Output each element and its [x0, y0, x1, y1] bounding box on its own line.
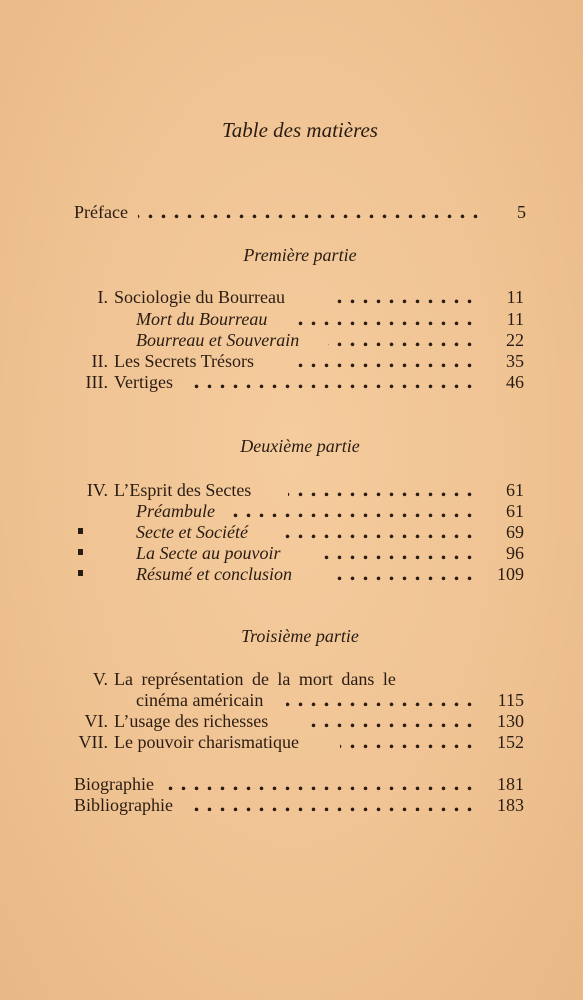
- toc-entry-chapter-2: [91, 350, 524, 372]
- toc-entry-preface: [74, 201, 526, 223]
- toc-entry-page: 35: [506, 351, 524, 371]
- toc-entry-label: Mort du Bourreau: [136, 309, 268, 329]
- dot-leader: [166, 773, 476, 795]
- page-title: Table des matières: [222, 118, 378, 142]
- toc-entry-page: 115: [497, 690, 524, 710]
- toc-entry-page: 61: [506, 480, 524, 500]
- toc-entry-page: 152: [497, 732, 524, 752]
- dot-leader: [284, 521, 476, 543]
- toc-entry-label: La représentation de la mort dans le: [114, 669, 396, 689]
- toc-entry-chapter-1b: [136, 329, 524, 351]
- section-heading-part3: Troisième partie: [241, 626, 359, 646]
- dot-leader: [340, 731, 476, 753]
- toc-entry-label: Vertiges: [114, 372, 173, 392]
- toc-entry-page: 46: [506, 372, 524, 392]
- toc-entry-page: 130: [497, 711, 524, 731]
- chapter-number: I.: [97, 287, 108, 307]
- toc-entry-page: 61: [506, 501, 524, 521]
- dot-leader: [304, 710, 476, 732]
- toc-entry-page: 69: [506, 522, 524, 542]
- dot-leader: [192, 794, 476, 816]
- toc-entry-label: cinéma américain: [136, 690, 264, 710]
- toc-entry-label: Les Secrets Trésors: [114, 351, 254, 371]
- dot-leader: [286, 689, 476, 711]
- toc-entry-chapter-4a: [136, 500, 524, 522]
- toc-entry-chapter-4: [86, 479, 524, 501]
- toc-entry-label: Résumé et conclusion: [136, 564, 292, 584]
- toc-entry-label: Bourreau et Souverain: [136, 330, 300, 350]
- toc-entry-label: L’Esprit des Sectes: [114, 480, 252, 500]
- toc-entry-label: L’usage des richesses: [114, 711, 269, 731]
- dot-leader: [334, 286, 476, 308]
- section-heading-part1: Première partie: [243, 245, 357, 265]
- dot-leader: [322, 542, 476, 564]
- toc-entry-label: Bibliographie: [74, 795, 173, 815]
- chapter-number: VI.: [84, 711, 108, 731]
- chapter-number: II.: [91, 351, 108, 371]
- dot-leader: [194, 371, 476, 393]
- margin-mark: [78, 528, 83, 534]
- toc-entry-chapter-5-line2: [136, 689, 524, 711]
- dot-leader: [328, 329, 476, 351]
- toc-entry-label: Secte et Société: [136, 522, 248, 542]
- toc-entry-biographie: [74, 773, 524, 795]
- toc-entry-label: Préface: [74, 202, 128, 222]
- chapter-number: III.: [85, 372, 108, 392]
- toc-entry-bibliographie: [74, 794, 524, 816]
- dot-leader: [230, 500, 476, 522]
- toc-entry-chapter-1a: [136, 308, 524, 330]
- toc-entry-page: 183: [497, 795, 524, 815]
- dot-leader: [332, 563, 476, 585]
- toc-entry-page: 11: [506, 309, 524, 329]
- section-heading-part2: Deuxième partie: [240, 436, 360, 456]
- toc-entry-chapter-7: [78, 731, 524, 753]
- toc-entry-chapter-4c: [136, 542, 524, 564]
- toc-entry-chapter-4b: [136, 521, 524, 543]
- toc-entry-chapter-6: [84, 710, 524, 732]
- dot-leader: [138, 201, 482, 223]
- toc-entry-page: 109: [497, 564, 524, 584]
- toc-entry-chapter-1: [97, 286, 524, 308]
- toc-entry-page: 96: [506, 543, 524, 563]
- toc-entry-chapter-4d: [136, 563, 524, 585]
- toc-entry-chapter-5-line1: [92, 668, 524, 690]
- toc-entry-label: Préambule: [136, 501, 215, 521]
- toc-entry-label: Le pouvoir charismatique: [114, 732, 299, 752]
- toc-entry-page: 11: [506, 287, 524, 307]
- toc-entry-page: 5: [517, 202, 526, 222]
- chapter-number: V.: [92, 669, 108, 689]
- margin-mark: [78, 570, 83, 576]
- toc-entry-label: La Secte au pouvoir: [136, 543, 281, 563]
- dot-leader: [296, 308, 476, 330]
- toc-entry-page: 22: [506, 330, 524, 350]
- chapter-number: VII.: [78, 732, 108, 752]
- margin-mark: [78, 549, 83, 555]
- chapter-number: IV.: [86, 480, 108, 500]
- toc-entry-page: 181: [497, 774, 524, 794]
- toc-entry-chapter-3: [85, 371, 524, 393]
- dot-leader: [288, 479, 476, 501]
- dot-leader: [294, 350, 476, 372]
- toc-entry-label: Sociologie du Bourreau: [114, 287, 285, 307]
- toc-entry-label: Biographie: [74, 774, 154, 794]
